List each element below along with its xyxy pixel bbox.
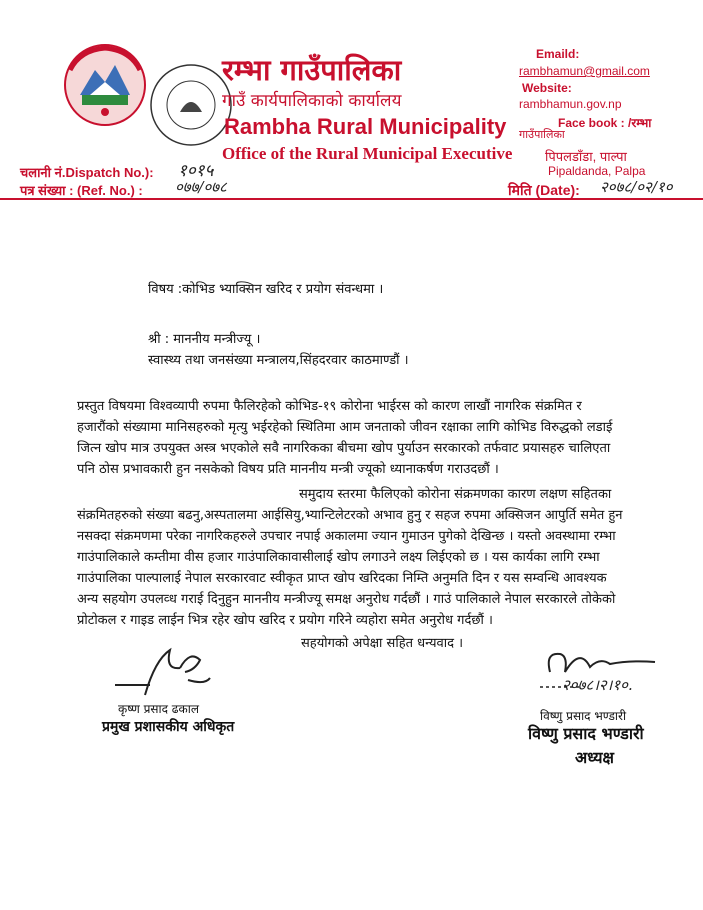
dispatch-number: १०१५ <box>178 161 214 181</box>
paragraph-line: गाउंपालिकाले कम्तीमा वीस हजार गाउंपालिकावासीलाई खोप लगाउने लक्ष्य लिईएको छ । यस कार्यका लागि रम्भा <box>77 550 600 565</box>
ref-number: ०७७/०७८ <box>175 178 227 196</box>
email-link[interactable]: rambhamun@gmail.com <box>519 64 650 78</box>
nepal-emblem-logo <box>60 40 150 130</box>
facebook-label: Face book : /रम्भा <box>558 116 652 130</box>
dispatch-label: चलानी नं.Dispatch No.): <box>20 165 154 180</box>
paragraph-line: प्रोटोकल र गाइड लाईन भित्र रहेर खोप खरिद र प्रयोग गरिने व्यहोरा समेत अनुरोध गर्दछौं । <box>77 613 493 628</box>
paragraph-line: अन्य सहयोग उपलव्ध गराई दिनुहुन माननीय मन्त्रीज्यू समक्ष अनुरोध गर्दछौं । गाउं पालिकाले नेपाल सरकारले तोकेको <box>77 592 616 607</box>
left-signatory-name: कृष्ण प्रसाद ढकाल <box>118 702 200 716</box>
website-link[interactable]: rambhamun.gov.np <box>519 97 622 111</box>
municipality-title-np: रम्भा गाउँपालिका <box>222 53 402 87</box>
addressee-line-2: स्वास्थ्य तथा जनसंख्या मन्त्रालय,सिंहदरवार काठमाण्डौं । <box>148 353 409 368</box>
email-label: Emaild: <box>536 47 580 61</box>
right-signatory-title: अध्यक्ष <box>575 748 614 767</box>
facebook-label-2: गाउँपालिका <box>519 129 565 141</box>
municipality-title-en: Rambha Rural Municipality <box>224 114 507 139</box>
date-label: मिति (Date): <box>508 182 580 198</box>
left-signature <box>110 640 220 700</box>
right-signature-date: २०७८।२।१०. <box>562 676 633 694</box>
paragraph-2 <box>77 484 667 631</box>
office-subtitle-np: गाउँ कार्यपालिकाको कार्यालय <box>222 91 402 111</box>
right-signatory-name: विष्णु प्रसाद भण्डारी <box>540 709 627 723</box>
address-np: पिपलडाँडा, पाल्पा <box>545 149 627 164</box>
closing-line: सहयोगको अपेक्षा सहित धन्यवाद । <box>301 636 464 651</box>
paragraph-line: संक्रमितहरुको संख्या बढनु,अस्पतालमा आईसियु,भ्यान्टिलेटरको अभाव हुनु र सहज रुपमा अक्सिजन आपुर्ति समेत हुन <box>77 508 623 523</box>
paragraph-1 <box>77 396 667 480</box>
paragraph-line: हजारौंको संख्यामा मानिसहरुको मृत्यु भईरहेको स्थितिमा आम जनताको जीवन रक्षाका लागि कोभिड विरुद्धको लडाई <box>77 420 613 435</box>
address-en: Pipaldanda, Palpa <box>548 164 646 178</box>
paragraph-line: नसक्दा संक्रमणमा परेका नागरिकहरुले उपचार नपाई अकालमा ज्यान गुमाउन पुगेको देखिन्छ । यस्तो अवस्थामा रम्भा <box>77 529 616 544</box>
addressee-line-1: श्री : माननीय मन्त्रीज्यू । <box>148 332 261 347</box>
paragraph-line: समुदाय स्तरमा फैलिएको कोरोना संक्रमणका कारण लक्षण सहितका <box>299 487 612 502</box>
paragraph-line: गाउंपालिका पाल्पालाई नेपाल सरकारवाट स्वीकृत प्राप्त खोप खरिदका निम्ति अनुमति दिन र यस सम्वन्धि आवश्यक <box>77 571 607 586</box>
subject-line: विषय :कोभिड भ्याक्सिन खरिद र प्रयोग संवन्धमा । <box>148 282 384 297</box>
paragraph-line: पनि ठोस प्रभावकारी हुन नसकेको विषय प्रति माननीय मन्त्री ज्यूको ध्यानाकर्षण गराउदछौं । <box>77 462 499 477</box>
right-signatory-stamp-name: विष्णु प्रसाद भण्डारी <box>528 724 644 743</box>
date-value: २०७८/०२/१० <box>600 178 673 196</box>
ref-label: पत्र संख्या : (Ref. No.) : <box>20 183 143 198</box>
website-label: Website: <box>522 81 572 95</box>
left-signatory-title: प्रमुख प्रशासकीय अधिकृत <box>102 719 235 735</box>
paragraph-line: जित्न खोप मात्र उपयुक्त अस्त्र भएकोले सवै नागरिकका बीचमा खोप पुर्याउन सरकारको तर्फवाट प्रयासहरु चालिएता <box>77 441 611 456</box>
paragraph-line: प्रस्तुत विषयमा विश्वव्यापी रुपमा फैलिरहेको कोभिड-१९ कोरोना भाईरस को कारण लाखौं नागरिक संक्रमित र <box>77 399 582 414</box>
office-subtitle-en: Office of the Rural Municipal Executive <box>222 144 513 163</box>
header-divider <box>0 198 703 200</box>
